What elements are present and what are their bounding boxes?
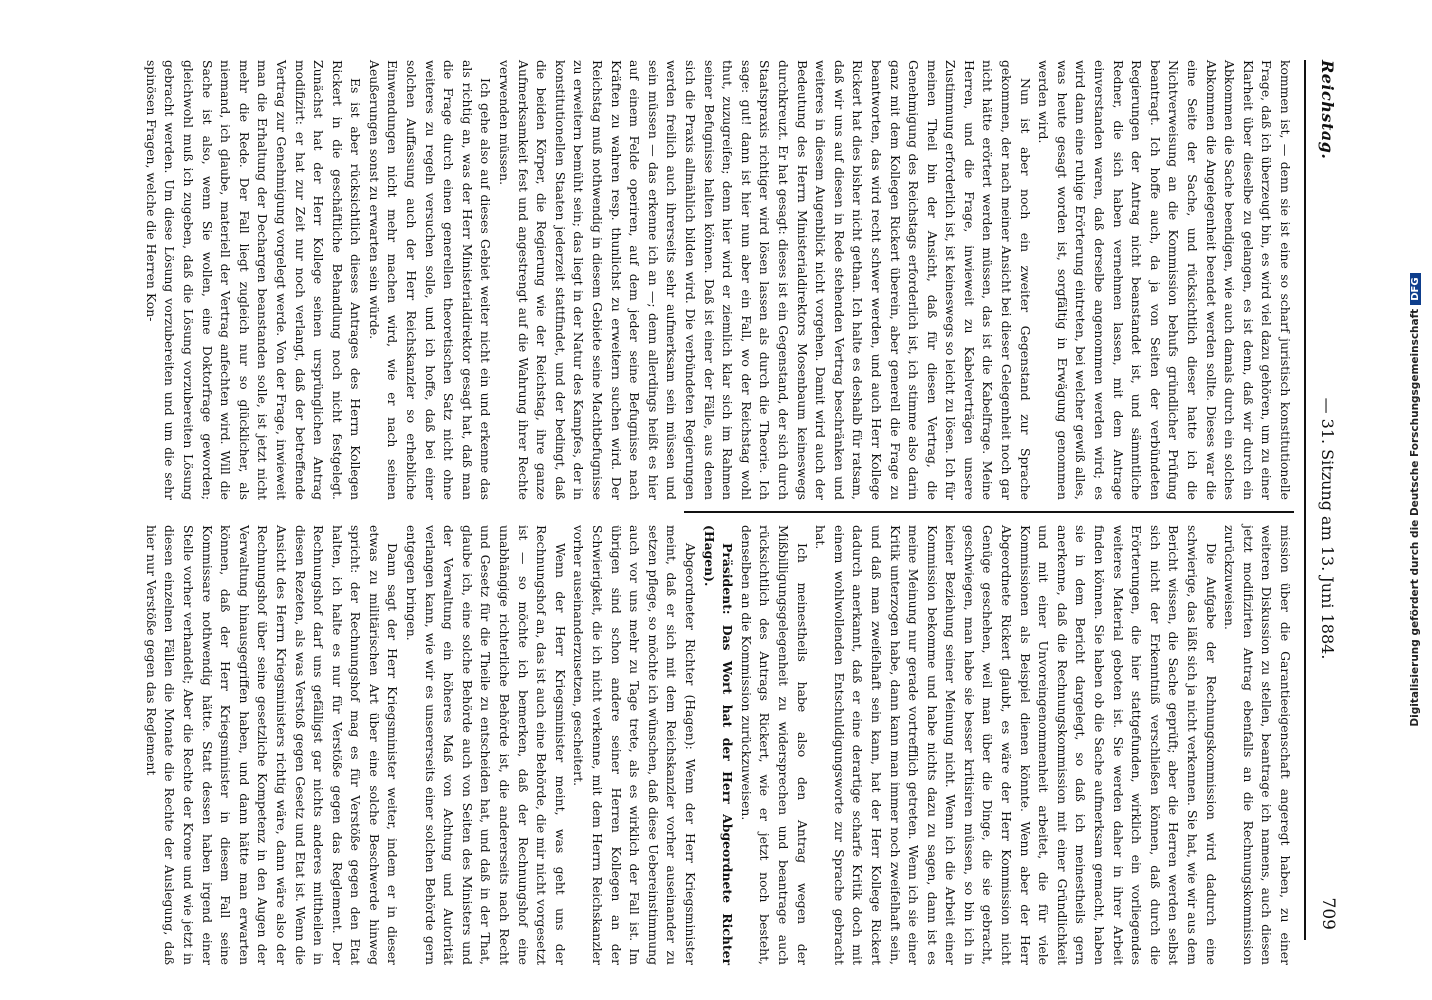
right-column	[143, 525, 1294, 965]
president-line: Präsident: Das Wort hat der Herr Abgeordnete Richter (Hagen).	[701, 525, 736, 965]
left-column	[143, 60, 1294, 500]
column-rule	[684, 511, 1294, 513]
page-scan	[66, 30, 1366, 970]
digitization-strip	[1400, 0, 1430, 1000]
right-paragraph: Die Aufgabe der Rechnungskommission wird dadurch eine schwierige, das läßt sich ja nicht verkennen. Sie hat, wie wir aus dem Bericht wissen, die Sache geprüft; aber die Herren werden selbst sich nicht der Erkenntniß verschließen können, daß durch die Erörterungen, die hier stattgefunden, wirklich ein vorliegendes weiteres Material geboten ist. Sie werden daher in ihrer Arbeit finden können. Sie haben ob die Sache aufmerksam gemacht, haben sie in dem Bericht dargelegt, so daß ich meinestheils gern anerkenne, daß die Rechnungskommission mit einer Gründlichkeit und mit einer Unvoreingenommenheit arbeitet, die für viele Kommissionen als Beispiel dienen könnte. Wenn aber der Herr Abgeordnete Rickert glaubt, es wäre der Herr Kommission nicht Genüge geschehen, weil man über die Dinge, die sie gebracht, geschwiegen, man habe sie besser kritisiren müssen, so bin ich in keiner Beziehung seiner Meinung nicht. Wenn ich die Arbeit einer Kommission bekomme und habe nichts dazu zu sagen, dann ist es meine Meinung nur gerade vortrefflich getreten. Wenn ich sie einer Kritik unterzogen habe, dann kann man immer noch zweifelhaft sein, und daß man zweifelhaft sein kann, hat der Herr Kollege Rickert dadurch anerkannt, daß er eine derartige scharfe Kritik doch mit einem wohlwollenden Entschuldigungsworte zur Sprache gebracht hat.	[813, 525, 1219, 965]
digitization-note-text: Digitalisierung gefördert durch die Deutsche Forschungsgemeinschaft	[1409, 308, 1421, 727]
left-paragraph: Ich gehe also auf dieses Gebiet weiter nicht ein und erkenne das als richtig an, was der Herr Ministerialdirektor gesagt hat, daß man die Frage durch einen generellen theoretischen Satz nicht ohne weiteres zu regeln versuchen solle, und ich hoffe, daß bei einer solchen Auffassung auch der Herr Reichskanzler so erhebliche Einwendungen nicht mehr machen wird, wie er nach seinen Aeußerungen sonst zu erwarten sein würde.	[366, 60, 494, 500]
left-paragraph: Es ist aber rücksichtlich dieses Antrages des Herrn Kollegen Rickert in die geschäftliche Behandlung noch nicht festgelegt. Zunächst hat der Herr Kollege seinen ursprünglichen Antrag modifizirt: er hat zur Zeit nur noch verlangt, daß der betreffende Vertrag zur Genehmigung vorgelegt werde. Von der Frage, inwieweit man die Erhaltung der Dechargen beanstanden solle, ist jetzt nicht mehr die Rede. Der Fall liegt zugleich nur so glücklicher, als niemand, ich glaube, materiell der Vertrag anfechten wird. Will die Sache ist also, wenn Sie wollen, eine Doktorfrage geworden; gleichwohl muß ich zugeben, daß die Lösung vorzubereiten Lösung gebracht werden. Um diese Lösung vorzubereiten und um die sehr spinösen Fragen, welche die Herren Kon-	[143, 60, 364, 500]
right-paragraph: Ich meinestheils habe also den Antrag wegen der Mißbilligungsgelegenheit zu widersprechen und beantrage auch rücksichtlich des Antrags Rickert, wie er jetzt noch besteht, denselben an die Kommission zurückzuweisen.	[738, 525, 810, 965]
right-paragraph: Abgeordneter Richter (Hagen): Wenn der Herr Kriegsminister meint, daß er sich mit dem Reichskanzler vorher auseinander zu setzen pflege, so möchte ich wünschen, daß diese Uebereinstimmung auch vor uns mehr zu Tage trete, als es wirklich der Fall ist. Im übrigen sind schon andere seiner Herren Kollegen an der Schwierigkeit, die ich nicht verkenne, mit dem Herrn Reichskanzler vorher auseinanderzusetzen, gescheitert.	[571, 525, 698, 965]
running-head-title: Reichstag.	[1318, 60, 1338, 160]
left-paragraph: kommen ist, — denn sie ist eine so scharf juristisch konstitutionelle Frage, daß ich überzeugt bin, es wird viel dazu gehören, um zu einer Klarheit über dieselbe zu gelangen, es ist denn, daß wir durch ein Abkommen die Sache beendigen, wie auch damals durch ein solches Abkommen die Angelegenheit beendet werden sollte. Dieses war die eine Seite der Sache, und rücksichtlich dieser hatte ich die Nichtverweisung an die Kommission behufs gründlicher Prüfung beantragt. Ich hoffe auch, da ja von Seiten der verbündeten Regierungen der Antrag nicht beanstandet ist, und sämmtliche Redner, die sich haben vernehmen lassen, mit dem Antrage einverstanden waren, daß derselbe angenommen werden wird; es wird dann eine ruhige Erörterung eintreten, bei welcher gewiß alles, was heute gesagt worden ist, sorgfältig in Erwägung genommen werden wird.	[1036, 60, 1293, 500]
right-paragraph: Wenn der Herr Kriegsminister meint, was geht uns der Rechnungshof an, das ist auch eine Behörde, die mir nicht vorgesetzt ist — so möchte ich bemerken, daß der Rechnungshof eine unabhängige richterliche Behörde ist, die andererseits nach Recht und Gesetz für die Theile zu entscheiden hat, und daß in der That, glaube ich, eine solche Behörde auch von Seiten des Ministers und der Verwaltung ein höheres Maß von Achtung und Autorität verlangen kann, wie wir es unsererseits einer solchen Behörde gern entgegen bringen.	[404, 525, 568, 965]
right-paragraph: mission über die Garantieeigenschaft angeregt haben, zu einer weiteren Diskussion zu stellen, beantrage ich namens, auch diesen jetzt modifizirten Antrag ebenfalls an die Rechnungskommission zurückzuweisen.	[1222, 525, 1293, 965]
right-paragraph: Dann sagt der Herr Kriegsminister weiter, indem er in dieser etwas zu militärischen Art über eine solche Beschwerde hinweg spricht: der Rechnungshof mag es für Verstöße gegen den Etat halten, ich halte es nur für Verstöße gegen das Reglement. Der Rechnungshof darf uns gefälligst gar nichts anderes mittheilen in diesen Rezeten, als was Verstoß gegen Gesetz und Etat ist. Wenn die Ansicht des Herrn Kriegsministers richtig wäre, dann wäre also der Rechnungshof über seine gesetzliche Kompetenz in den Augen der Verwaltung hinausgegriffen haben, und dann hätte man erwarten können, daß der Herr Kriegsminister in diesem Fall seine Kommissare nothwendig hätte. Statt dessen haben irgend einer Stelle vorher verhandelt; Aber die Rechte der Krone und wie jetzt in diesen einzelnen Fällen die Monate die Rechte der Auslegung, daß hier nur Verstöße gegen das Reglement	[143, 525, 401, 965]
digitization-note	[1409, 140, 1421, 860]
left-paragraph: Nun ist aber noch ein zweiter Gegenstand zur Sprache gekommen, der nach meiner Ansicht bei dieser Gelegenheit noch gar nicht hätte erörtert werden müssen, das ist die Kabelfrage. Meine Herren, und die Frage, inwieweit zu Kabelverträgen unsere Zustimmung erforderlich ist, ist keineswegs so leicht zu lösen. Ich für meinen Theil bin der Ansicht, daß für diesen Vertrag, die Genehmigung des Reichstags erforderlich ist, ich stimme also darin ganz mit dem Kollegen Rickert überein, aber generell die Frage zu beantworten, das wird recht schwer werden, und auch Herr Kollege Rickert hat dies bisher nicht gethan. Ich halte es deshalb für ratsam, daß wir uns auf diesen in Rede stehenden Vertrag beschränken und weiteres in diesem Augenblick nicht vorgehen. Damit wird auch der Bedeutung des Herrn Ministerialdirektors Mosenbaum keineswegs durchkreuzt. Er hat gesagt: dieses ist ein Gegenstand, der sich durch Staatspraxis richtiger wird lösen lassen als durch die Theorie. Ich sage: gut! dann ist hier nun aber ein Fall, wo der Reichstag wohl thut, zuzugreifen; denn hier wird er ziemlich klar sich im Rahmen seiner Befugnisse halten können. Daß ist einer der Fälle, aus denen sich die Praxis allmählich bilden wird. Die verbündeten Regierungen werden freilich auch ihrerseits sehr aufmerksam sein müssen und sein müssen — das erkenne ich an —; denn allerdings heißt es hier auf einem Felde operiren, auf dem jeder seine Befugnisse nach Kräften zu wahren resp. thunlichst zu erweitern suchen wird. Der Reichstag muß nothwendig in diesem Gebiete seine Machtbefugnisse zu erweitern bemüht sein; das liegt in der Natur des Kampfes, der in konstitutionellen Staaten jederzeit stattfindet, und der bedingt, daß die beiden Körper, die Regierung wie der Reichstag, ihre ganze Aufmerksamkeit fest und angestrengt auf die Wahrung ihrer Rechte verwenden müssen.	[497, 60, 1033, 500]
running-head-session: — 31. Sitzung am 13. Juni 1884.	[1318, 397, 1338, 660]
running-head	[1310, 60, 1346, 930]
dfg-logo: DFG	[1410, 273, 1421, 304]
page-number: 709	[1318, 897, 1338, 930]
header-rule	[1304, 60, 1306, 940]
